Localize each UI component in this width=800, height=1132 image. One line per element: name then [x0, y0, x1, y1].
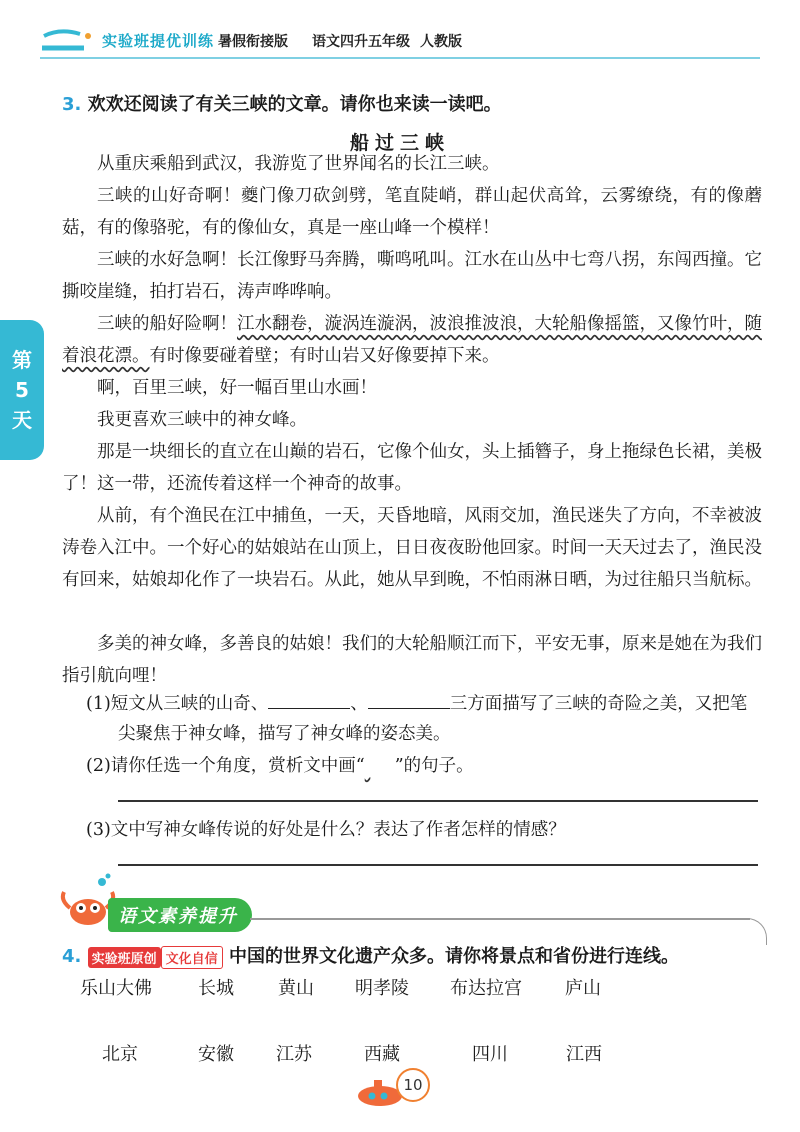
side-tab-day-prefix: 第	[12, 348, 32, 372]
header-brand: 实验班提优训练	[102, 32, 215, 50]
paragraph-4-tail: 有时像要碰着壁；有时山岩又好像要掉下来。	[149, 346, 500, 366]
answer-line-3[interactable]	[118, 864, 758, 866]
site-potala-palace[interactable]: 布达拉宫	[450, 978, 522, 999]
site-great-wall[interactable]: 长城	[198, 978, 234, 999]
side-tab-day-suffix: 天	[12, 408, 32, 432]
site-ming-tomb[interactable]: 明孝陵	[355, 978, 409, 999]
answer-line-2[interactable]	[118, 800, 758, 802]
day-side-tab	[0, 320, 44, 460]
original-tag: 实验班原创	[88, 947, 161, 968]
question-4-number: 4.	[62, 946, 82, 967]
sub-question-1-text-a: (1)短文从三峡的山奇、	[86, 694, 269, 714]
side-tab-day-number: 5	[15, 378, 29, 402]
brand-logo-icon	[40, 26, 100, 56]
answer-blank-2[interactable]	[368, 690, 450, 709]
site-leshan-buddha[interactable]: 乐山大佛	[80, 978, 152, 999]
site-huangshan[interactable]: 黄山	[278, 978, 314, 999]
answer-blank-1[interactable]	[268, 690, 350, 709]
header-divider	[40, 57, 760, 59]
wavy-underlined-sentence: 江水翻卷，漩涡连漩涡，波浪推波浪，大轮船像摇篮，又像竹叶，随着浪花漂。	[62, 314, 762, 366]
article-paragraph-4	[62, 308, 762, 372]
province-tibet[interactable]: 西藏	[364, 1044, 400, 1065]
article-paragraph-1: 从重庆乘船到武汉，我游览了世界闻名的长江三峡。	[97, 154, 500, 174]
header-grade: 语文四升五年级	[312, 34, 410, 50]
question-4-text: 中国的世界文化遗产众多。请你将景点和省份进行连线。	[228, 946, 679, 967]
question-3-text: 欢欢还阅读了有关三峡的文章。请你也来读一读吧。	[87, 94, 502, 115]
article-paragraph-9: 多美的神女峰，多善良的姑娘！我们的大轮船顺江而下，平安无事，原来是她在为我们指引航向哩！	[62, 634, 762, 686]
article-paragraph-3: 三峡的水好急啊！长江像野马奔腾，嘶鸣吼叫。江水在山丛中七弯八拐，东闯西撞。它撕咬崖缝，拍打岩石，涛声哗哗响。	[62, 250, 762, 302]
banner-divider-curve	[740, 918, 767, 945]
site-lushan[interactable]: 庐山	[565, 978, 601, 999]
article-paragraph-2: 三峡的山好奇啊！夔门像刀砍剑劈，笔直陡峭，群山起伏高耸，云雾缭绕，有的像蘑菇，有的像骆驼，有的像仙女，真是一座山峰一个模样！	[62, 186, 762, 238]
article-paragraph-6: 我更喜欢三峡中的神女峰。	[97, 410, 307, 430]
header-publisher: 人教版	[420, 34, 462, 50]
province-beijing[interactable]: 北京	[102, 1044, 138, 1065]
wavy-line-icon	[365, 750, 395, 782]
header-edition: 暑假衔接版	[218, 34, 288, 50]
culture-tag: 文化自信	[161, 946, 223, 969]
province-anhui[interactable]: 安徽	[198, 1044, 234, 1065]
sub-question-3: (3)文中写神女峰传说的好处是什么？表达了作者怎样的情感？	[86, 820, 566, 840]
sub-question-1-text-c: 三方面描写了三峡的奇险之美，又把笔	[449, 694, 748, 714]
article-paragraph-7: 那是一块细长的直立在山巅的岩石，它像个仙女，头上插簪子，身上拖绿色长裙，美极了！这一带，还流传着这样一个神奇的故事。	[62, 442, 762, 494]
question-4-prompt	[62, 942, 679, 969]
section-banner: 语文素养提升	[108, 898, 252, 932]
sub-question-2	[86, 750, 474, 782]
banner-divider	[250, 918, 750, 920]
paragraph-4-lead: 三峡的船好险啊！	[97, 314, 237, 334]
sub-question-2-text-a: (2)请你任选一个角度，赏析文中画“	[86, 756, 365, 776]
article-paragraph-5: 啊，百里三峡，好一幅百里山水画！	[97, 378, 377, 398]
question-3-prompt	[62, 90, 502, 116]
sub-question-2-text-b: ”的句子。	[394, 756, 474, 776]
sub-question-1-separator: 、	[350, 694, 368, 714]
sub-question-1-continued: 尖聚焦于神女峰，描写了神女峰的姿态美。	[118, 724, 451, 744]
article-title: 船过三峡	[349, 132, 450, 154]
page-number: 10	[396, 1068, 430, 1102]
article-paragraph-8: 从前，有个渔民在江中捕鱼，一天，天昏地暗，风雨交加，渔民迷失了方向，不幸被波涛卷入江中。一个好心的姑娘站在山顶上，日日夜夜盼他回家。时间一天天过去了，渔民没有回来，姑娘却化作了一块岩石。从此，她从早到晚，不怕雨淋日晒，为过往船只当航标。	[62, 506, 762, 590]
province-sichuan[interactable]: 四川	[472, 1044, 508, 1065]
question-3-number: 3.	[62, 94, 82, 115]
province-jiangsu[interactable]: 江苏	[276, 1044, 312, 1065]
sub-question-1	[86, 688, 747, 720]
province-jiangxi[interactable]: 江西	[566, 1044, 602, 1065]
